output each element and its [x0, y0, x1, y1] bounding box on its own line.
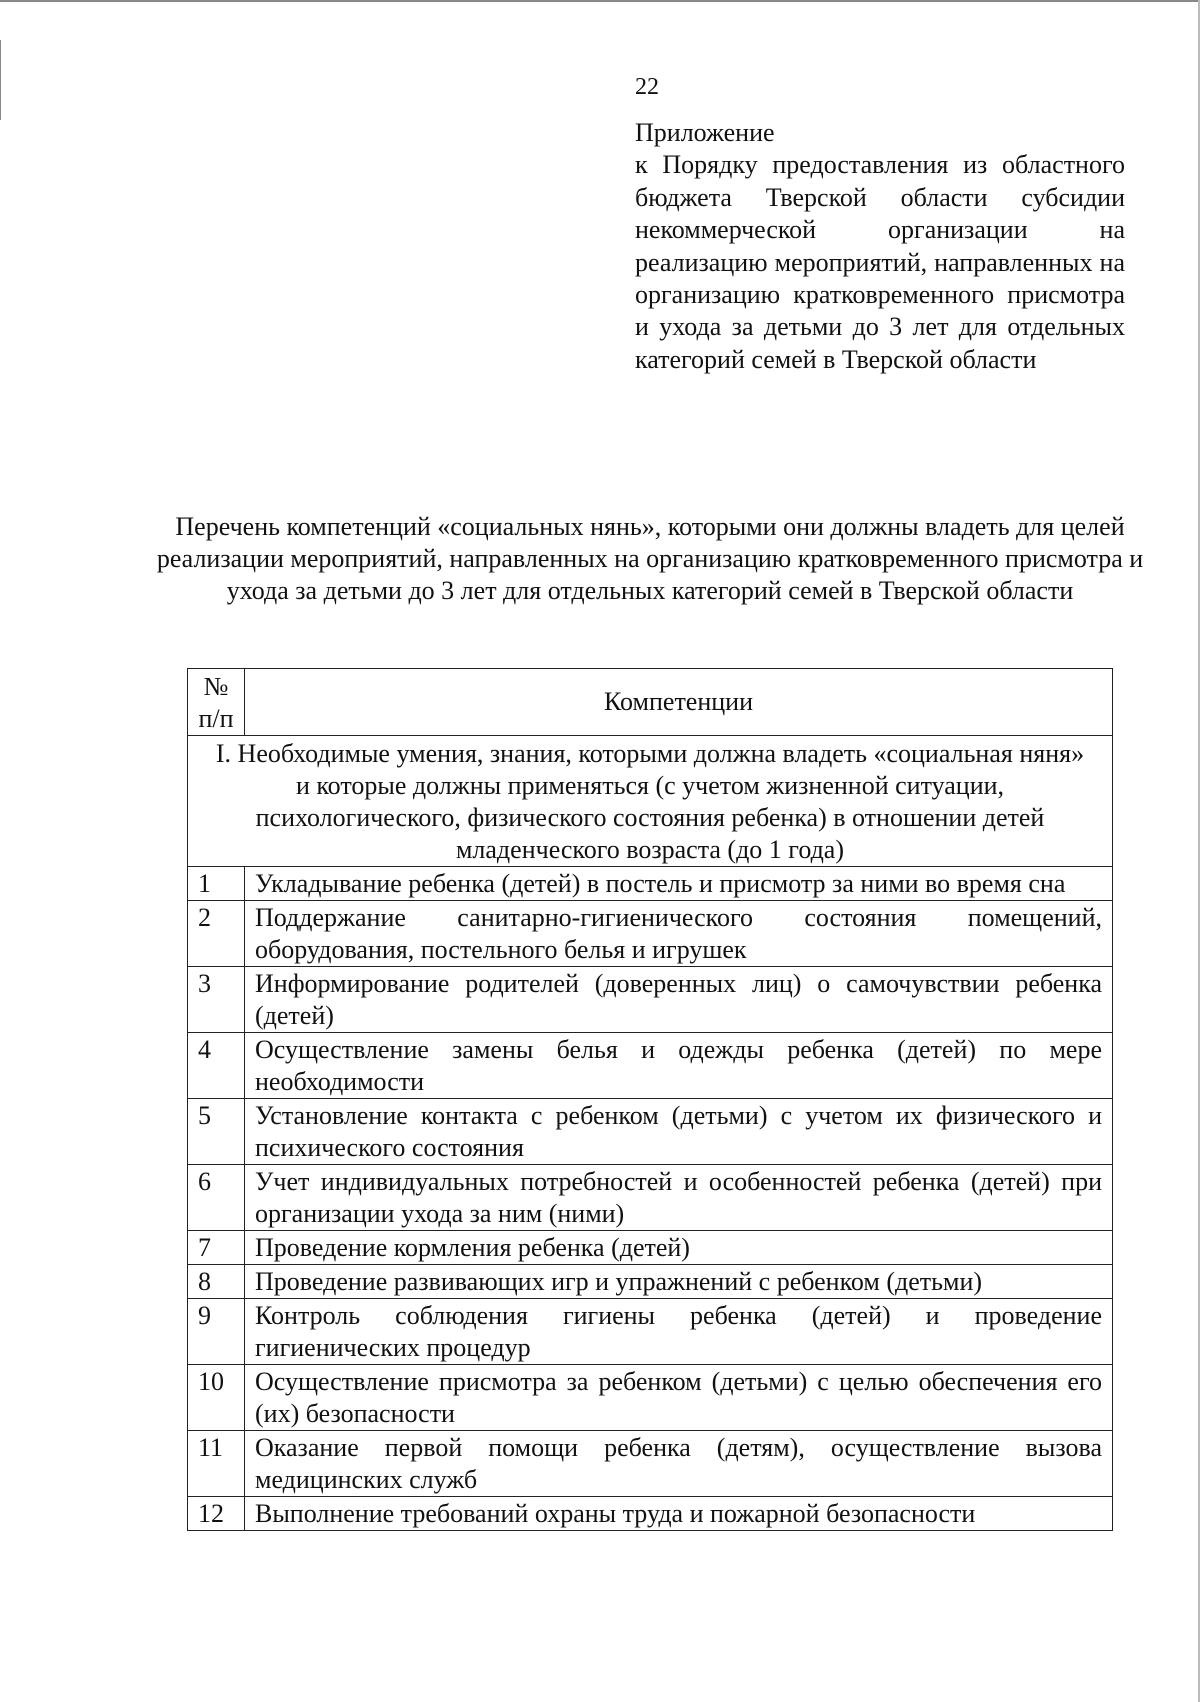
- row-competency: Выполнение требований охраны труда и пожарной безопасности: [245, 1497, 1113, 1531]
- row-competency: Проведение кормления ребенка (детей): [245, 1231, 1113, 1265]
- table-row: [188, 1497, 1113, 1531]
- row-number: 7: [188, 1231, 245, 1265]
- table-header-row: [188, 669, 1113, 736]
- row-number: 5: [188, 1099, 245, 1165]
- row-number: 9: [188, 1299, 245, 1365]
- header-number: № п/п: [188, 669, 245, 736]
- appendix-heading: Приложение: [635, 118, 775, 147]
- table-row: [188, 1033, 1113, 1099]
- header-competencies: Компетенции: [245, 669, 1113, 736]
- table-row: [188, 1365, 1113, 1431]
- row-competency: Оказание первой помощи ребенка (детям), осуществление вызова медицинских служб: [245, 1431, 1113, 1497]
- document-title: Перечень компетенций «социальных нянь», которыми они должны владеть для целей реализации мероприятий, направленных на организацию кратковременного присмотра и ухода за детьми до 3 лет для отдельных категорий семей в Тверской области: [156, 512, 1144, 605]
- row-competency: Информирование родителей (доверенных лиц) о самочувствии ребенка (детей): [245, 967, 1113, 1033]
- row-competency: Осуществление присмотра за ребенком (детьми) с целью обеспечения его (их) безопасности: [245, 1365, 1113, 1431]
- row-number: 4: [188, 1033, 245, 1099]
- scan-edge-left: [0, 40, 1, 120]
- table-row: [188, 1431, 1113, 1497]
- row-number: 6: [188, 1165, 245, 1231]
- row-number: 3: [188, 967, 245, 1033]
- table-row: [188, 1165, 1113, 1231]
- section-row: [188, 736, 1113, 867]
- row-competency: Установление контакта с ребенком (детьми) с учетом их физического и психического состояния: [245, 1099, 1113, 1165]
- row-number: 1: [188, 867, 245, 901]
- section-1-title: I. Необходимые умения, знания, которыми должна владеть «социальная няня» и которые должны применяться (с учетом жизненной ситуации, психологического, физического состояния ребенка) в отношении детей младенческого возраста (до 1 года): [188, 736, 1113, 867]
- row-number: 11: [188, 1431, 245, 1497]
- appendix-note: [635, 117, 1125, 376]
- table-row: [188, 901, 1113, 967]
- competencies-table: [187, 668, 1113, 1531]
- row-competency: Осуществление замены белья и одежды ребенка (детей) по мере необходимости: [245, 1033, 1113, 1099]
- table-row: [188, 1099, 1113, 1165]
- row-competency: Учет индивидуальных потребностей и особенностей ребенка (детей) при организации ухода за ним (ними): [245, 1165, 1113, 1231]
- row-number: 8: [188, 1265, 245, 1299]
- table-row: [188, 867, 1113, 901]
- page-number: 22: [635, 74, 659, 100]
- row-competency: Проведение развивающих игр и упражнений с ребенком (детьми): [245, 1265, 1113, 1299]
- row-competency: Контроль соблюдения гигиены ребенка (детей) и проведение гигиенических процедур: [245, 1299, 1113, 1365]
- table-row: [188, 1265, 1113, 1299]
- appendix-text: к Порядку предоставления из областного бюджета Тверской области субсидии некоммерческой организации на реализацию мероприятий, направленных на организацию кратковременного присмотра и ухода за детьми до 3 лет для отдельных категорий семей в Тверской области: [635, 150, 1125, 374]
- table-row: [188, 1231, 1113, 1265]
- row-competency: Укладывание ребенка (детей) в постель и присмотр за ними во время сна: [245, 867, 1113, 901]
- row-competency: Поддержание санитарно-гигиенического состояния помещений, оборудования, постельного белья и игрушек: [245, 901, 1113, 967]
- table-row: [188, 1299, 1113, 1365]
- row-number: 12: [188, 1497, 245, 1531]
- row-number: 2: [188, 901, 245, 967]
- row-number: 10: [188, 1365, 245, 1431]
- scan-edge-top: [0, 0, 1200, 2]
- table-row: [188, 967, 1113, 1033]
